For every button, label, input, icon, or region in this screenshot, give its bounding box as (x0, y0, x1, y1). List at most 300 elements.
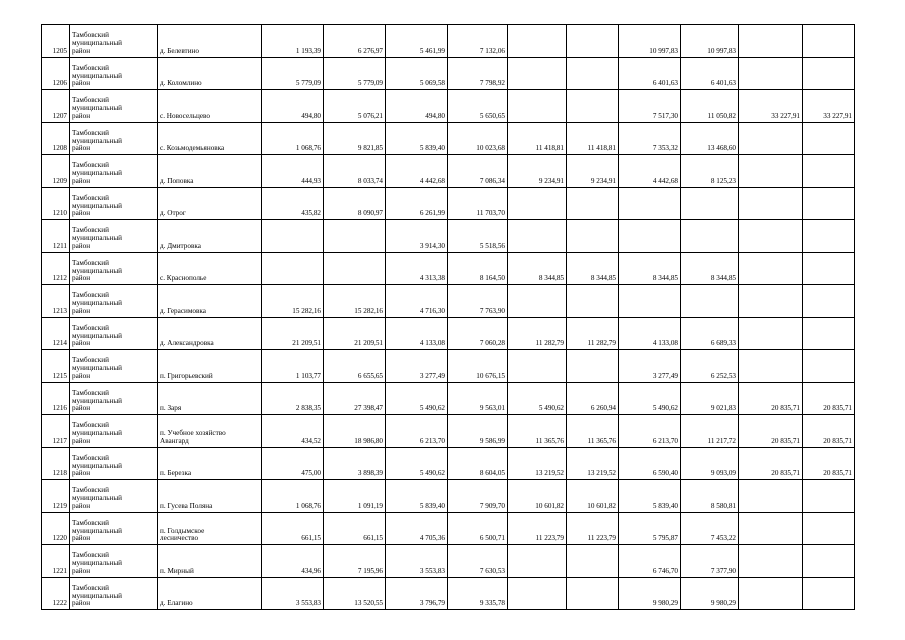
row-number: 1221 (42, 545, 70, 578)
settlement-name: п. Григорьевский (160, 371, 213, 380)
district-line: район (72, 404, 91, 413)
settlement-cell (158, 512, 262, 545)
value-cell (508, 350, 567, 383)
district-line: Тамбовский (72, 486, 109, 495)
value-cell (324, 252, 386, 285)
value-cell: 494,80 (262, 90, 324, 123)
row-number: 1209 (42, 155, 70, 188)
row-number: 1215 (42, 350, 70, 383)
value-cell (803, 122, 855, 155)
value-cell: 6 689,33 (681, 317, 739, 350)
table-row (42, 350, 855, 383)
value-cell: 11 365,76 (508, 415, 567, 448)
district-line: район (72, 534, 91, 543)
value-cell: 11 418,81 (508, 122, 567, 155)
settlement-cell (158, 382, 262, 415)
value-cell: 5 076,21 (324, 90, 386, 123)
value-cell: 33 227,91 (739, 90, 803, 123)
value-cell: 7 763,90 (448, 285, 508, 318)
value-cell: 9 980,29 (681, 577, 739, 610)
district-line: район (72, 144, 91, 153)
value-cell (262, 252, 324, 285)
value-cell (508, 545, 567, 578)
value-cell: 435,82 (262, 187, 324, 220)
district-line: Тамбовский (72, 291, 109, 300)
value-cell: 3 796,79 (386, 577, 448, 610)
value-cell: 7 909,70 (448, 480, 508, 513)
settlement-name: д. Поповка (160, 176, 194, 185)
table-body (42, 25, 855, 610)
value-cell: 5 518,56 (448, 220, 508, 253)
table-row (42, 220, 855, 253)
district-cell (70, 577, 158, 610)
value-cell: 9 563,01 (448, 382, 508, 415)
table-row (42, 480, 855, 513)
value-cell: 18 986,80 (324, 415, 386, 448)
value-cell: 4 313,38 (386, 252, 448, 285)
value-cell: 21 209,51 (262, 317, 324, 350)
table-row (42, 317, 855, 350)
row-number: 1213 (42, 285, 70, 318)
value-cell (567, 577, 619, 610)
settlement-cell (158, 25, 262, 58)
value-cell (803, 252, 855, 285)
value-cell: 5 779,09 (262, 57, 324, 90)
value-cell: 7 517,30 (619, 90, 681, 123)
district-line: муниципальный (72, 591, 123, 600)
value-cell: 5 650,65 (448, 90, 508, 123)
value-cell: 434,96 (262, 545, 324, 578)
value-cell: 7 195,96 (324, 545, 386, 578)
district-line: Тамбовский (72, 323, 109, 332)
value-cell: 10 676,15 (448, 350, 508, 383)
value-cell: 27 398,47 (324, 382, 386, 415)
table-row (42, 512, 855, 545)
value-cell: 3 898,39 (324, 447, 386, 480)
value-cell: 15 282,16 (324, 285, 386, 318)
district-line: муниципальный (72, 559, 123, 568)
district-line: муниципальный (72, 104, 123, 113)
value-cell: 8 344,85 (619, 252, 681, 285)
value-cell (508, 57, 567, 90)
district-cell (70, 252, 158, 285)
district-cell (70, 317, 158, 350)
settlement-name: п. Гусева Поляна (160, 501, 213, 510)
settlement-name: п. Голдымское (160, 526, 205, 535)
value-cell (567, 187, 619, 220)
settlement-name: п. Березка (160, 469, 192, 478)
value-cell: 9 093,09 (681, 447, 739, 480)
settlement-cell (158, 285, 262, 318)
value-cell (739, 252, 803, 285)
value-cell: 8 344,85 (508, 252, 567, 285)
value-cell (739, 155, 803, 188)
district-cell (70, 285, 158, 318)
district-line: муниципальный (72, 169, 123, 178)
value-cell: 4 705,36 (386, 512, 448, 545)
district-line: район (72, 176, 91, 185)
value-cell: 7 377,90 (681, 545, 739, 578)
settlement-name: д. Александровка (160, 339, 214, 348)
row-number: 1219 (42, 480, 70, 513)
value-cell (803, 512, 855, 545)
value-cell: 11 217,72 (681, 415, 739, 448)
settlement-cell (158, 220, 262, 253)
value-cell: 10 997,83 (619, 25, 681, 58)
value-cell: 5 461,99 (386, 25, 448, 58)
value-cell (803, 545, 855, 578)
district-line: район (72, 46, 91, 55)
settlement-name: д. Дмитровка (160, 241, 201, 250)
value-cell: 10 997,83 (681, 25, 739, 58)
district-line: Тамбовский (72, 128, 109, 137)
district-line: район (72, 111, 91, 120)
district-line: муниципальный (72, 136, 123, 145)
district-line: Тамбовский (72, 356, 109, 365)
settlement-cell (158, 90, 262, 123)
value-cell (567, 545, 619, 578)
value-cell: 7 060,28 (448, 317, 508, 350)
district-line: муниципальный (72, 234, 123, 243)
value-cell (567, 90, 619, 123)
value-cell: 5 839,40 (619, 480, 681, 513)
table-row (42, 155, 855, 188)
value-cell: 9 021,83 (681, 382, 739, 415)
value-cell: 8 033,74 (324, 155, 386, 188)
district-cell (70, 382, 158, 415)
value-cell: 10 601,82 (508, 480, 567, 513)
value-cell (739, 187, 803, 220)
district-line: район (72, 566, 91, 575)
district-line: Тамбовский (72, 583, 109, 592)
district-cell (70, 57, 158, 90)
value-cell (803, 480, 855, 513)
value-cell: 13 219,52 (567, 447, 619, 480)
district-line: Тамбовский (72, 96, 109, 105)
district-line: муниципальный (72, 494, 123, 503)
district-line: Тамбовский (72, 193, 109, 202)
value-cell: 6 213,70 (386, 415, 448, 448)
settlement-cell (158, 480, 262, 513)
settlement-cell (158, 415, 262, 448)
settlement-name: с. Козьмодемьяновка (160, 144, 225, 153)
district-cell (70, 25, 158, 58)
value-cell: 4 133,08 (619, 317, 681, 350)
settlement-name: лесничество (160, 534, 199, 543)
value-cell (567, 25, 619, 58)
value-cell: 6 213,70 (619, 415, 681, 448)
value-cell: 3 553,83 (386, 545, 448, 578)
settlement-name: п. Учебное хозяйство (160, 429, 226, 438)
district-line: Тамбовский (72, 258, 109, 267)
value-cell: 6 401,63 (681, 57, 739, 90)
value-cell: 9 586,99 (448, 415, 508, 448)
table-row (42, 545, 855, 578)
district-line: муниципальный (72, 364, 123, 373)
row-number: 1205 (42, 25, 70, 58)
district-line: муниципальный (72, 429, 123, 438)
value-cell: 9 335,78 (448, 577, 508, 610)
settlement-cell (158, 545, 262, 578)
district-line: муниципальный (72, 461, 123, 470)
value-cell: 8 344,85 (681, 252, 739, 285)
district-line: район (72, 469, 91, 478)
district-line: муниципальный (72, 526, 123, 535)
district-cell (70, 480, 158, 513)
value-cell (739, 122, 803, 155)
value-cell (681, 285, 739, 318)
value-cell (739, 317, 803, 350)
value-cell: 8 580,81 (681, 480, 739, 513)
value-cell (803, 350, 855, 383)
settlement-name: п. Заря (160, 404, 182, 413)
value-cell: 6 252,53 (681, 350, 739, 383)
district-line: район (72, 501, 91, 510)
value-cell: 6 260,94 (567, 382, 619, 415)
district-line: Тамбовский (72, 161, 109, 170)
value-cell: 1 091,19 (324, 480, 386, 513)
row-number: 1210 (42, 187, 70, 220)
table-row (42, 285, 855, 318)
value-cell: 5 069,58 (386, 57, 448, 90)
district-cell (70, 155, 158, 188)
district-line: район (72, 241, 91, 250)
row-number: 1207 (42, 90, 70, 123)
value-cell: 20 835,71 (803, 415, 855, 448)
settlement-name: с. Краснополье (160, 274, 207, 283)
row-number: 1212 (42, 252, 70, 285)
district-cell (70, 512, 158, 545)
value-cell (567, 57, 619, 90)
value-cell: 1 193,39 (262, 25, 324, 58)
value-cell: 8 125,23 (681, 155, 739, 188)
value-cell (508, 285, 567, 318)
settlement-name: д. Коломлино (160, 79, 202, 88)
value-cell (739, 350, 803, 383)
value-cell: 5 490,62 (386, 447, 448, 480)
value-cell: 2 838,35 (262, 382, 324, 415)
value-cell (803, 577, 855, 610)
table-row (42, 577, 855, 610)
district-cell (70, 187, 158, 220)
value-cell (508, 577, 567, 610)
table-row (42, 382, 855, 415)
settlement-name: с. Новосельцево (160, 111, 210, 120)
row-number: 1216 (42, 382, 70, 415)
table-row (42, 90, 855, 123)
value-cell: 13 520,55 (324, 577, 386, 610)
district-cell (70, 220, 158, 253)
district-line: Тамбовский (72, 453, 109, 462)
district-line: муниципальный (72, 331, 123, 340)
value-cell (567, 350, 619, 383)
settlement-cell (158, 187, 262, 220)
settlement-cell (158, 57, 262, 90)
value-cell (803, 25, 855, 58)
value-cell: 444,93 (262, 155, 324, 188)
value-cell: 20 835,71 (803, 382, 855, 415)
district-line: район (72, 306, 91, 315)
value-cell: 4 133,08 (386, 317, 448, 350)
district-cell (70, 90, 158, 123)
value-cell: 11 282,79 (508, 317, 567, 350)
settlement-cell (158, 317, 262, 350)
district-line: муниципальный (72, 396, 123, 405)
value-cell (508, 187, 567, 220)
value-cell: 8 604,05 (448, 447, 508, 480)
district-cell (70, 447, 158, 480)
district-line: муниципальный (72, 71, 123, 80)
value-cell: 4 442,68 (386, 155, 448, 188)
value-cell: 7 630,53 (448, 545, 508, 578)
value-cell (803, 285, 855, 318)
value-cell: 13 219,52 (508, 447, 567, 480)
value-cell: 4 716,30 (386, 285, 448, 318)
district-cell (70, 350, 158, 383)
table-row (42, 57, 855, 90)
settlement-cell (158, 155, 262, 188)
value-cell (739, 220, 803, 253)
value-cell (803, 317, 855, 350)
value-cell (508, 25, 567, 58)
value-cell: 1 103,77 (262, 350, 324, 383)
value-cell: 8 090,97 (324, 187, 386, 220)
value-cell: 11 223,79 (567, 512, 619, 545)
value-cell: 11 050,82 (681, 90, 739, 123)
value-cell: 20 835,71 (739, 415, 803, 448)
value-cell: 5 839,40 (386, 480, 448, 513)
value-cell: 11 703,70 (448, 187, 508, 220)
value-cell (681, 220, 739, 253)
value-cell: 15 282,16 (262, 285, 324, 318)
value-cell (803, 57, 855, 90)
district-cell (70, 122, 158, 155)
value-cell: 13 468,60 (681, 122, 739, 155)
value-cell: 6 655,65 (324, 350, 386, 383)
value-cell: 661,15 (324, 512, 386, 545)
district-line: район (72, 79, 91, 88)
value-cell (739, 480, 803, 513)
row-number: 1206 (42, 57, 70, 90)
district-line: муниципальный (72, 266, 123, 275)
value-cell: 7 353,32 (619, 122, 681, 155)
row-number: 1220 (42, 512, 70, 545)
district-line: муниципальный (72, 201, 123, 210)
value-cell: 3 277,49 (386, 350, 448, 383)
value-cell: 5 795,87 (619, 512, 681, 545)
value-cell (739, 512, 803, 545)
value-cell (508, 220, 567, 253)
value-cell (324, 220, 386, 253)
value-cell (803, 187, 855, 220)
district-line: Тамбовский (72, 63, 109, 72)
value-cell: 7 086,34 (448, 155, 508, 188)
table-row (42, 25, 855, 58)
district-line: район (72, 274, 91, 283)
row-number: 1218 (42, 447, 70, 480)
settlement-name: п. Мирный (160, 566, 194, 575)
district-line: муниципальный (72, 39, 123, 48)
value-cell (262, 220, 324, 253)
value-cell (739, 545, 803, 578)
value-cell: 10 601,82 (567, 480, 619, 513)
value-cell: 21 209,51 (324, 317, 386, 350)
table-row (42, 252, 855, 285)
value-cell: 20 835,71 (739, 447, 803, 480)
value-cell: 5 490,62 (619, 382, 681, 415)
settlement-name: д. Герасимовка (160, 306, 206, 315)
value-cell: 11 223,79 (508, 512, 567, 545)
row-number: 1222 (42, 577, 70, 610)
value-cell: 9 234,91 (567, 155, 619, 188)
value-cell: 494,80 (386, 90, 448, 123)
table-row (42, 447, 855, 480)
district-line: район (72, 371, 91, 380)
settlement-cell (158, 577, 262, 610)
district-line: Тамбовский (72, 31, 109, 40)
row-number: 1208 (42, 122, 70, 155)
district-line: район (72, 339, 91, 348)
district-line: район (72, 209, 91, 218)
value-cell: 11 365,76 (567, 415, 619, 448)
value-cell: 11 282,79 (567, 317, 619, 350)
settlement-cell (158, 350, 262, 383)
value-cell: 6 746,70 (619, 545, 681, 578)
value-cell (567, 220, 619, 253)
value-cell: 6 500,71 (448, 512, 508, 545)
settlement-name: д. Елагино (160, 599, 193, 608)
row-number: 1214 (42, 317, 70, 350)
value-cell (739, 57, 803, 90)
value-cell: 3 277,49 (619, 350, 681, 383)
value-cell: 3 914,30 (386, 220, 448, 253)
district-cell (70, 415, 158, 448)
value-cell: 20 835,71 (739, 382, 803, 415)
value-cell: 5 779,09 (324, 57, 386, 90)
district-cell (70, 545, 158, 578)
value-cell: 20 835,71 (803, 447, 855, 480)
value-cell: 7 798,92 (448, 57, 508, 90)
row-number: 1217 (42, 415, 70, 448)
settlement-cell (158, 447, 262, 480)
value-cell: 475,00 (262, 447, 324, 480)
district-line: Тамбовский (72, 551, 109, 560)
value-cell (803, 155, 855, 188)
value-cell (739, 25, 803, 58)
settlement-cell (158, 252, 262, 285)
value-cell: 7 453,22 (681, 512, 739, 545)
value-cell: 11 418,81 (567, 122, 619, 155)
value-cell: 3 553,83 (262, 577, 324, 610)
value-cell (619, 285, 681, 318)
value-cell: 9 980,29 (619, 577, 681, 610)
value-cell (619, 220, 681, 253)
value-cell: 6 261,99 (386, 187, 448, 220)
value-cell: 6 590,40 (619, 447, 681, 480)
value-cell: 8 164,50 (448, 252, 508, 285)
value-cell: 33 227,91 (803, 90, 855, 123)
value-cell (739, 577, 803, 610)
value-cell: 9 821,85 (324, 122, 386, 155)
value-cell: 6 276,97 (324, 25, 386, 58)
value-cell: 1 068,76 (262, 480, 324, 513)
value-cell: 5 490,62 (508, 382, 567, 415)
value-cell: 434,52 (262, 415, 324, 448)
value-cell: 9 234,91 (508, 155, 567, 188)
value-cell (567, 285, 619, 318)
district-line: муниципальный (72, 299, 123, 308)
value-cell: 4 442,68 (619, 155, 681, 188)
